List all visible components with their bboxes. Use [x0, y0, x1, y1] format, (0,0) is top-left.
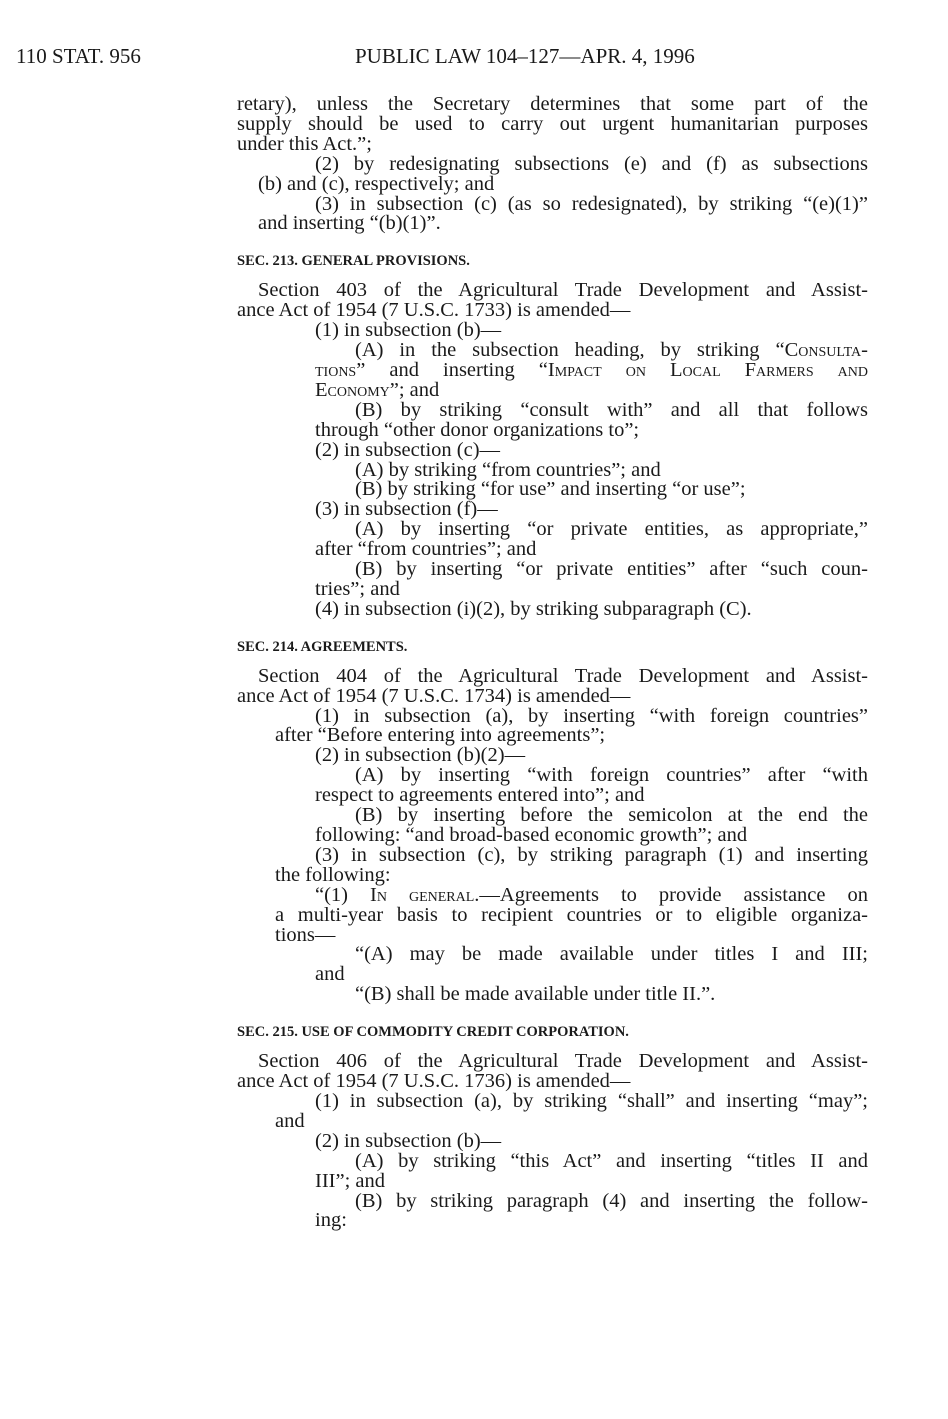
text-segment: Section 403 of the Agricultural Trade Development and Assist- [258, 279, 868, 302]
text-segment: (3) in subsection (c), by striking paragraph (1) and inserting [315, 843, 868, 866]
text-line [355, 985, 868, 1005]
text-line [355, 560, 868, 580]
paragraph [237, 520, 868, 560]
paragraph [237, 945, 868, 985]
text-line [315, 883, 868, 906]
text-line [315, 152, 868, 175]
text-line [355, 398, 868, 421]
text-line [315, 597, 868, 620]
text-line [237, 132, 868, 155]
text-line [315, 786, 868, 806]
text-line [315, 192, 868, 215]
small-caps-text: Economy [315, 378, 390, 401]
paragraph [237, 766, 868, 806]
text-segment: and inserting “(b)(1)”. [258, 212, 441, 235]
paragraph [237, 281, 868, 321]
text-segment: (B) by striking paragraph (4) and inserting the follow- [355, 1189, 868, 1212]
text-line [315, 418, 868, 441]
text-line [258, 281, 868, 301]
paragraph [237, 341, 868, 401]
paragraph [237, 664, 868, 707]
text-line [237, 301, 868, 321]
paragraph [237, 843, 868, 886]
text-segment: after “Before entering into agreements”; [275, 724, 606, 747]
text-segment: (A) by striking “from countries”; and [355, 458, 661, 481]
section-heading: SEC. 214. AGREEMENTS. [237, 638, 408, 655]
text-line [237, 1072, 868, 1092]
text-segment: ”; and [389, 378, 440, 401]
section-heading: SEC. 215. USE OF COMMODITY CREDIT CORPORATION. [237, 1024, 629, 1041]
text-segment: after “from countries”; and [315, 538, 537, 561]
paragraph [237, 704, 868, 747]
text-segment: (B) by inserting “or private entities” after “such coun- [355, 558, 868, 581]
text-segment: (3) in subsection (f)— [315, 498, 498, 521]
text-segment: III”; and [315, 1169, 385, 1192]
text-segment: and [315, 963, 345, 986]
paragraph [237, 1189, 868, 1232]
paragraph [237, 560, 868, 600]
small-caps-text: tions [315, 358, 357, 381]
text-line [355, 520, 868, 540]
text-line [275, 726, 868, 746]
text-line [315, 965, 868, 985]
law-title-date: PUBLIC LAW 104–127—APR. 4, 1996 [355, 44, 695, 68]
text-segment: Section 404 of the Agricultural Trade Development and Assist- [258, 664, 868, 687]
paragraph [237, 1129, 868, 1152]
text-line [275, 1109, 868, 1132]
text-segment: (b) and (c), respectively; and [258, 172, 495, 195]
text-line [315, 438, 868, 461]
document-body [237, 95, 868, 1231]
text-line [258, 664, 868, 687]
text-segment: the following: [275, 863, 391, 886]
paragraph [237, 398, 868, 441]
text-line [237, 112, 868, 135]
text-line [315, 746, 868, 766]
text-line [315, 1169, 868, 1192]
paragraph [237, 152, 868, 195]
text-line [315, 826, 868, 846]
text-segment: retary), unless the Secretary determines that some part of the [237, 93, 868, 115]
text-line [315, 704, 868, 727]
text-line [315, 540, 868, 560]
paragraph [237, 458, 868, 481]
text-segment: supply should be used to carry out urgent humanitarian purposes [237, 112, 868, 135]
text-line [355, 480, 868, 500]
paragraph [237, 883, 868, 946]
text-segment: ing: [315, 1209, 347, 1232]
text-line [355, 806, 868, 826]
paragraph [237, 95, 868, 155]
text-line [315, 500, 868, 520]
text-line [258, 172, 868, 195]
running-header [0, 44, 948, 74]
text-line [275, 863, 868, 886]
text-segment: Section 406 of the Agricultural Trade Development and Assist- [258, 1050, 868, 1073]
text-segment: (1) in subsection (a), by striking “shall” and inserting “may”; [315, 1089, 868, 1112]
paragraph [237, 192, 868, 235]
text-segment: and [275, 1109, 305, 1132]
text-line [355, 766, 868, 786]
text-line [355, 1189, 868, 1212]
text-segment: following: “and broad-based economic growth”; and [315, 824, 748, 846]
paragraph [237, 985, 868, 1005]
text-segment: (1) in subsection (a), by inserting “with foreign countries” [315, 704, 868, 727]
paragraph [237, 597, 868, 620]
text-line [237, 684, 868, 707]
paragraph [237, 1089, 868, 1132]
text-line [315, 843, 868, 866]
text-line [275, 923, 868, 946]
text-segment: a multi-year basis to recipient countries or to eligible organiza- [275, 903, 868, 926]
text-segment: “(1) I [315, 883, 377, 906]
small-caps-text: Impact on Local Farmers and [547, 358, 869, 381]
text-segment: (A) by striking “this Act” and inserting “titles II and [355, 1149, 868, 1172]
text-line [315, 1089, 868, 1112]
text-segment: (A) in the subsection heading, by striking “ [355, 339, 785, 362]
paragraph [237, 500, 868, 520]
text-line [315, 1211, 868, 1231]
text-line [315, 1129, 868, 1152]
text-line [355, 1149, 868, 1172]
paragraph [237, 480, 868, 500]
text-line [258, 1052, 868, 1072]
paragraph [237, 438, 868, 461]
text-segment: (B) by striking “consult with” and all that follows [355, 398, 868, 421]
text-line [355, 458, 868, 481]
paragraph [237, 1149, 868, 1192]
text-line [315, 358, 869, 381]
text-segment: (2) in subsection (c)— [315, 438, 501, 461]
text-segment: ance Act of 1954 (7 U.S.C. 1736) is amended— [237, 1070, 631, 1093]
text-segment: (2) in subsection (b)— [315, 1129, 502, 1152]
text-segment: (2) by redesignating subsections (e) and (f) as subsections [315, 152, 868, 175]
text-segment: ance Act of 1954 (7 U.S.C. 1734) is amended— [237, 684, 631, 707]
text-line [258, 214, 868, 234]
text-segment: respect to agreements entered into”; and [315, 784, 645, 807]
text-segment: (B) by striking “for use” and inserting “or use”; [355, 478, 746, 501]
paragraph [237, 806, 868, 846]
text-segment: tions— [275, 923, 336, 946]
text-segment: (B) by inserting before the semicolon at the end the [355, 804, 868, 827]
text-segment: (A) by inserting “with foreign countries” after “with [355, 764, 868, 787]
text-line [355, 945, 868, 965]
text-segment: (4) in subsection (i)(2), by striking subparagraph (C). [315, 597, 752, 620]
text-line [275, 903, 868, 926]
text-line [315, 378, 868, 401]
text-segment: (3) in subsection (c) (as so redesignated), by striking “(e)(1)” [315, 192, 868, 215]
paragraph [237, 321, 868, 341]
small-caps-text: n general [376, 883, 475, 906]
text-line [237, 95, 868, 115]
page-stat-number: 110 STAT. 956 [16, 44, 141, 68]
text-segment: ance Act of 1954 (7 U.S.C. 1733) is amended— [237, 299, 631, 322]
text-line [315, 321, 868, 341]
text-segment: (1) in subsection (b)— [315, 319, 502, 342]
text-segment: .—Agreements to provide assistance on [474, 883, 868, 906]
text-segment: tries”; and [315, 577, 400, 600]
paragraph [237, 1052, 868, 1092]
text-segment: (A) by inserting “or private entities, as appropriate,” [355, 518, 868, 541]
small-caps-text: Consulta- [784, 339, 868, 362]
text-segment: through “other donor organizations to”; [315, 418, 640, 441]
text-segment: (2) in subsection (b)(2)— [315, 744, 526, 767]
text-line [355, 341, 868, 361]
section-heading: SEC. 213. GENERAL PROVISIONS. [237, 253, 470, 270]
text-segment: under this Act.”; [237, 132, 372, 155]
text-segment: “(A) may be made available under titles I and III; [355, 943, 868, 966]
text-segment: “(B) shall be made available under title II.”. [355, 983, 716, 1006]
paragraph [237, 746, 868, 766]
text-segment: ” and inserting “ [356, 358, 548, 381]
text-line [315, 577, 868, 600]
